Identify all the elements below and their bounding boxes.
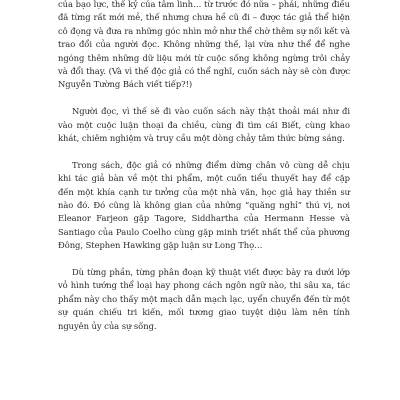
paragraph-2: Người đọc, vì thế sẽ đi vào cuốn sách này thật thoải mái như đi vào một cuộc luận thoại đa chiều, cùng đi tìm cái Biết, cùng khao khát, chiêm nghiệm và truy cầu một dòng chảy tâm thức bừng sáng. xyxy=(58,106,350,144)
paragraph-4: Dù từng phần, từng phân đoạn kỹ thuật viết được bày ra dưới lớp vỏ hình tướng thể loại hay phong cách ngôn ngữ nào, thi sâu xa, tác phẩm này cho thấy một mạch dẫn mạch lạc, uyển chuyển đến từ một sự quán chiếu tri kiến, mối tương giao tuyệt diệu làm nên tính nguyên ủy của sự sống. xyxy=(58,267,350,331)
paragraph-3: Trong sách, độc giả có những điểm dừng chân vô cùng dễ chịu khi tác giả bàn về một thi phẩm, một cuốn tiểu thuyết hay để cập đến một khía cạnh tư tưởng của một nhà văn, học giả hay thiền sư nào đó. Đó cũng là không gian của những “quãng nghỉ” thú vị, nơi Eleanor Farjeon gặp Tagore, Siddhartha của Hermann Hesse và Santiago của Paulo Coelho cùng gặp minh triết nhất thể của phương Đông, Stephen Hawking gặp luận sư Long Thọ… xyxy=(58,159,350,251)
paragraph-1: của bạo lực, thế kỷ của tâm linh… từ trước đó nữa – phải, những điều đã từng rất mới mẻ, thế nhưng chưa hề cũ đi – được tác giả thể hiện cô đọng và đưa ra những góc nhìn mở như thể chờ thêm sự nối kết và trao đổi của người đọc. Không những thế, lại vừa như thể để nghe ngóng thêm những dữ liệu mới từ cuộc sống không ngừng trôi chảy và đổi thay. (Và vì thế độc giả có thể nghĩ, cuốn sách này sẽ còn được Nguyễn Tường Bách viết tiếp?!) xyxy=(58,0,350,90)
page-body xyxy=(58,0,350,333)
